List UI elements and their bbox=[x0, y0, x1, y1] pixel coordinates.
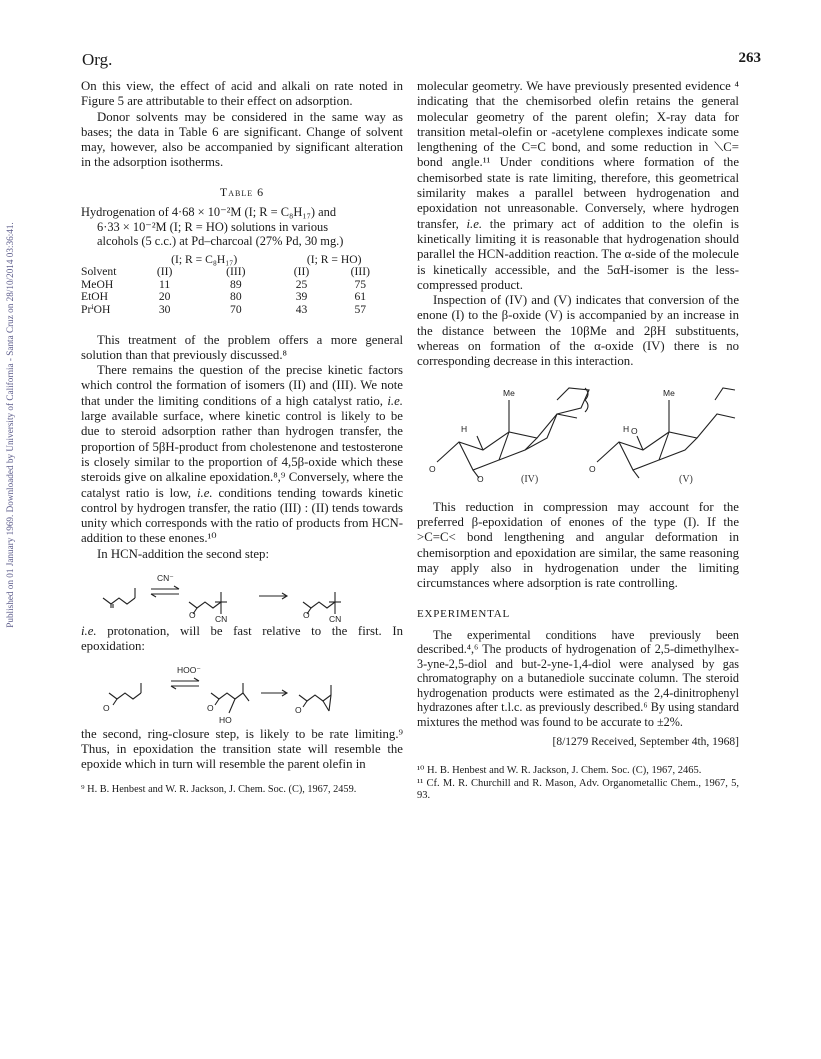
table-title: Table 6 bbox=[219, 184, 265, 199]
scheme-label: CN bbox=[329, 614, 342, 624]
atom-label: O bbox=[631, 425, 638, 436]
table-caption-line: alcohols (5 c.c.) at Pd–charcoal (27% Pd, 30 mg.) bbox=[97, 234, 344, 249]
atom-label: O bbox=[303, 610, 310, 620]
italic-text: i.e. bbox=[81, 624, 97, 638]
received-date: [8/1279 Received, September 4th, 1968] bbox=[552, 736, 739, 749]
structure-caption: (IV) bbox=[521, 473, 539, 485]
table-cell: EtOH bbox=[81, 290, 109, 304]
table-cell: 25 bbox=[295, 277, 308, 291]
paragraph bbox=[81, 363, 403, 547]
paragraph: The experimental conditions have previously been described.⁴,⁶ The products of hydrogenation of 2,5-dimethylhex-3-yne-2,5-diol and but-2-yne-1,4-diol were analysed by gas chromatography on a butanediole succinate column. The steroid hydrogenation products were estimated as the 2,4-dinitrophenyl hydrazones after t.l.c. as previously described.⁶ By using standard mixtures the method was found to be accurate to ±2%. bbox=[417, 627, 739, 729]
paragraph-text: large available surface, where kinetic control is likely to be due to steroid adsorption rather than hydrogen transfer, the proportion of 5βH-product from cholestenone and testosterone is closely similar to the proportion of 4,5β-oxide which these steroids give on alkaline epoxidation.⁸,⁹ Conversely, where the catalyst ratio is low, bbox=[81, 409, 403, 500]
paragraph: Inspection of (IV) and (V) indicates that conversion of the enone (I) to the β-oxide (V) is accompanied by an increase in the distance between the 10βMe and 2βH substituents, whereas on formation of the α-oxide (IV) there is no corresponding decrease in this interaction. bbox=[417, 293, 739, 369]
atom-label: O bbox=[207, 702, 214, 713]
atom-label: O bbox=[477, 473, 484, 484]
atom-label: O bbox=[295, 704, 302, 715]
table-header-cell: (III) bbox=[226, 265, 246, 279]
table-cell: 75 bbox=[354, 277, 367, 291]
download-stamp bbox=[2, 180, 18, 670]
table-cell: 20 bbox=[158, 290, 171, 304]
table-row bbox=[81, 304, 393, 317]
paragraph: This reduction in compression may account for the preferred β-epoxidation of enones of the type (I). If the >C=C< bond lengthening and angular deformation in chemisorption and epoxidation are similar, the same reasoning may apply also in hydrogenation under the limiting circumstances where adsorption is rate controlling. bbox=[417, 499, 739, 591]
table-cell: 11 bbox=[159, 277, 171, 291]
paragraph: the second, ring-closure step, is likely to be rate limiting.⁹ Thus, in epoxidation the transition state will resemble the epoxide which in turn will resemble the parent olefin in bbox=[81, 726, 403, 772]
italic-text: i.e. bbox=[196, 485, 213, 500]
table-cell: 80 bbox=[230, 290, 242, 304]
atom-label: O bbox=[429, 463, 436, 474]
table-header-cell: (II) bbox=[293, 265, 310, 279]
table-cell: MeOH bbox=[81, 277, 114, 291]
paragraph: This treatment of the problem offers a more general solution than that previously discussed.⁸ bbox=[81, 332, 403, 362]
paragraph: In HCN-addition the second step: bbox=[97, 546, 270, 561]
table-group-header: (I; R = HO) bbox=[306, 252, 362, 266]
left-column bbox=[81, 79, 403, 796]
section-heading: EXPERIMENTAL bbox=[417, 608, 511, 621]
atom-label: O bbox=[589, 463, 596, 474]
epoxidation-scheme bbox=[81, 655, 403, 727]
table-caption-line: 6·33 × 10⁻²M (I; R = HO) solutions in various bbox=[97, 219, 329, 234]
structure-label: Me bbox=[663, 387, 675, 398]
table-caption-line: Hydrogenation of 4·68 × 10⁻²M (I; R = C₈H₁₇) and bbox=[81, 205, 337, 220]
table-header-row bbox=[81, 266, 393, 279]
footnotes bbox=[417, 765, 739, 803]
table-header-cell: (II) bbox=[156, 265, 173, 279]
scheme-label: HO bbox=[219, 714, 232, 725]
paragraph-text: There remains the question of the precise kinetic factors which control the formation of isomers (II) and (III). We note that under the limiting conditions of a high catalyst ratio, bbox=[81, 363, 403, 408]
atom-label: O bbox=[103, 702, 110, 713]
footnote: ¹⁰ H. B. Henbest and W. R. Jackson, J. Chem. Soc. (C), 1967, 2465. bbox=[417, 764, 702, 776]
table-caption bbox=[81, 205, 403, 249]
table-cell: PrⁱOH bbox=[81, 302, 111, 316]
journal-header: Org. bbox=[82, 50, 113, 69]
scheme-label: CN bbox=[215, 614, 228, 624]
structure-caption: (V) bbox=[679, 473, 693, 485]
table-cell: 43 bbox=[295, 302, 308, 316]
right-column bbox=[417, 79, 739, 804]
italic-text: i.e. bbox=[387, 393, 403, 408]
epoxidation-scheme-svg bbox=[81, 655, 403, 727]
table-cell: 70 bbox=[230, 302, 242, 316]
table-header-cell: Solvent bbox=[81, 265, 117, 279]
table-group-header: (I; R = C₈H₁₇) bbox=[171, 252, 238, 266]
structure-label: Me bbox=[503, 387, 515, 398]
structure-label: H bbox=[623, 423, 630, 434]
download-stamp-text: Published on 01 January 1969. Downloaded by University of California - Santa Cruz on 28/10/2014 03:36:41. bbox=[5, 222, 15, 628]
italic-text: i.e. bbox=[466, 216, 483, 231]
footnote: ¹¹ Cf. M. R. Churchill and R. Mason, Adv. Organometallic Chem., 1967, 5, 93. bbox=[417, 777, 739, 802]
scheme-label: HOO⁻ bbox=[177, 664, 201, 675]
hcn-scheme-svg bbox=[81, 562, 403, 624]
paragraph bbox=[417, 79, 739, 293]
paragraph-text: the primary act of addition to the olefin is kinetically limiting it is reasonable that hydrogenation should parallel the HCN-addition reaction. The α-side of the molecule is kinetically accessible, and the 5αH-isomer is the less-compressed product. bbox=[417, 216, 739, 292]
data-table bbox=[81, 254, 393, 317]
page-number: 263 bbox=[738, 50, 761, 66]
scheme-label: CN⁻ bbox=[157, 573, 174, 583]
table-cell: 57 bbox=[354, 302, 367, 316]
table-cell: 30 bbox=[158, 302, 171, 316]
atom-label: O bbox=[189, 610, 196, 620]
steroid-structures bbox=[417, 370, 739, 500]
paragraph: On this view, the effect of acid and alkali on rate noted in Figure 5 are attributable to their effect on adsorption. bbox=[81, 79, 403, 109]
paragraph-text: protonation, will be fast relative to the first. In epoxidation: bbox=[81, 624, 403, 654]
hcn-addition-scheme bbox=[81, 562, 403, 624]
paragraph: Donor solvents may be considered in the same way as bases; the data in Table 6 are significant. Change of solvent may, however, also be accompanied by significant alteration in the adsorption isotherms. bbox=[81, 109, 403, 170]
steroid-structures-svg bbox=[417, 370, 739, 500]
table-header-cell: (III) bbox=[350, 265, 370, 279]
footnote: ⁹ H. B. Henbest and W. R. Jackson, J. Chem. Soc. (C), 1967, 2459. bbox=[81, 784, 357, 796]
paragraph-text: conditions tending towards kinetic control by hydrogen transfer, the ratio (III) : (II) tends towards unity which corresponds with the ratio of products from HCN-addition to these enones.¹⁰ bbox=[81, 485, 404, 546]
table-cell: 61 bbox=[354, 290, 367, 304]
table-cell: 39 bbox=[295, 290, 308, 304]
structure-label: H bbox=[461, 423, 468, 434]
table-cell: 89 bbox=[230, 277, 242, 291]
paragraph bbox=[81, 624, 403, 655]
paragraph-text: molecular geometry. We have previously presented evidence ⁴ indicating that the chemisorbed olefin retains the general molecular geometry of the parent olefin; X-ray data for transition metal-olefin or -acetylene complexes indicate some lengthening of the C=C bond, and some reduction in ⟍C= bond angle.¹¹ Under conditions where formation of the chemisorbed state is rate limiting, therefore, this geometrical similarity makes a parallel between hydrogenation and epoxidation not unreasonable. Conversely, where hydrogen transfer, bbox=[417, 79, 739, 231]
